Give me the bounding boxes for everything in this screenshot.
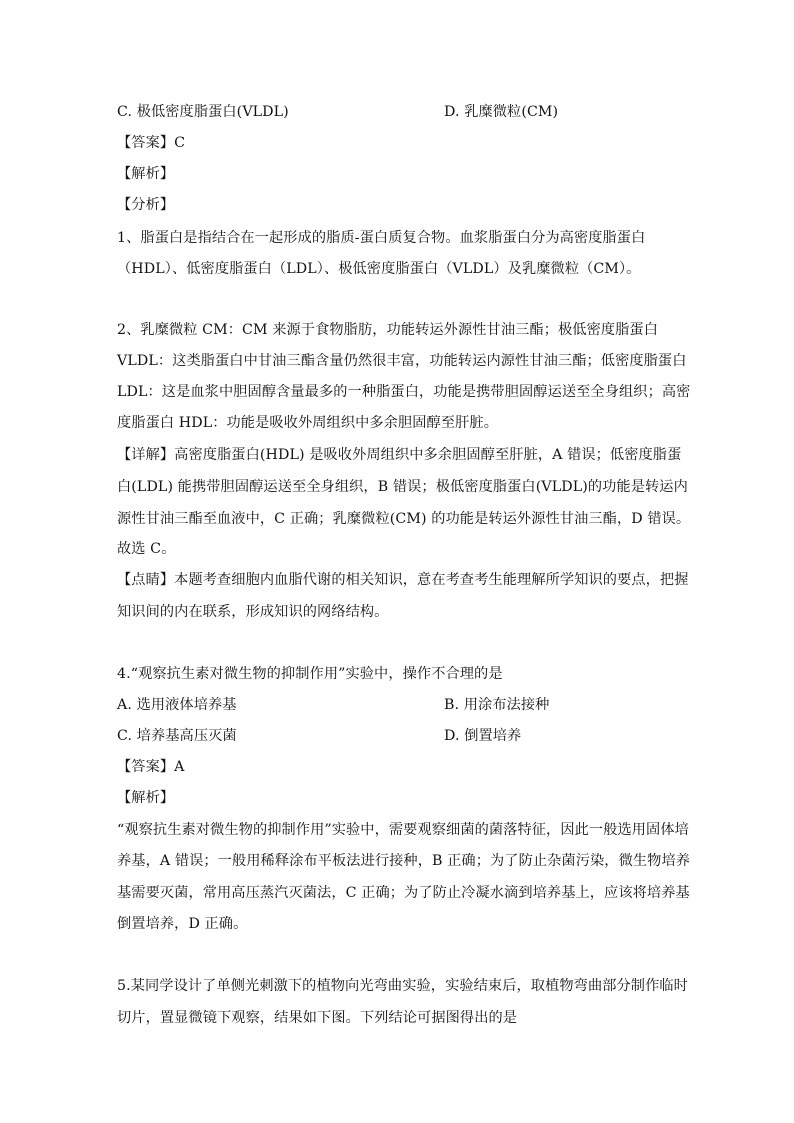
point2-line-3: LDL：这是血浆中胆固醇含量最多的一种脂蛋白，功能是携带胆固醇运送至全身组织；高密 xyxy=(117,384,691,400)
option-a: A. 选用液体培养基 xyxy=(117,697,237,713)
detail-line-4: 故选 C。 xyxy=(117,541,176,557)
question-3-options-row xyxy=(117,102,707,122)
question-4-options-row-1 xyxy=(117,695,707,715)
option-d: D. 乳糜微粒(CM) xyxy=(444,104,559,120)
analysis-line-1: “观察抗生素对微生物的抑制作用”实验中，需要观察细菌的菌落特征，因此一般选用固体培 xyxy=(117,822,689,838)
detail-line-2: 白(LDL) 能携带胆固醇运送至全身组织，B 错误；极低密度脂蛋白(VLDL)的功能是转运内 xyxy=(117,479,688,495)
detail-line-1: 【详解】高密度脂蛋白(HDL) 是吸收外周组织中多余胆固醇至肝脏，A 错误；低密度脂蛋 xyxy=(117,447,682,463)
detail-line-3: 源性甘油三酯至血液中，C 正确；乳糜微粒(CM) 的功能是转运外源性甘油三酯，D 错误。 xyxy=(117,511,691,527)
fenxi-heading: 【分析】 xyxy=(117,197,175,213)
analysis-line-2: 养基，A 错误；一般用稀释涂布平板法进行接种，B 正确；为了防止杂菌污染，微生物培养 xyxy=(117,853,691,869)
point2-line-1: 2、乳糜微粒 CM：CM 来源于食物脂肪，功能转运外源性甘油三酯；极低密度脂蛋白 xyxy=(117,322,659,338)
option-b: B. 用涂布法接种 xyxy=(444,697,550,713)
point1-line-1: 1、脂蛋白是指结合在一起形成的脂质-蛋白质复合物。血浆脂蛋白分为高密度脂蛋白 xyxy=(117,230,646,246)
comment-line-2: 知识间的内在联系，形成知识的网络结构。 xyxy=(117,604,389,620)
question-5-stem-line-1: 5.某同学设计了单侧光刺激下的植物向光弯曲实验，实验结束后，取植物弯曲部分制作临时 xyxy=(117,978,688,994)
comment-line-1: 【点睛】本题考查细胞内血脂代谢的相关知识，意在考查考生能理解所学知识的要点，把握 xyxy=(117,572,689,588)
point2-line-2: VLDL：这类脂蛋白中甘油三酯含量仍然很丰富，功能转运内源性甘油三酯；低密度脂蛋白 xyxy=(117,353,687,369)
analysis-heading: 【解析】 xyxy=(117,166,175,182)
question-4-options-row-2 xyxy=(117,726,707,746)
question-4-stem: 4.“观察抗生素对微生物的抑制作用”实验中，操作不合理的是 xyxy=(117,666,503,682)
analysis-line-3: 基需要灭菌，常用高压蒸汽灭菌法，C 正确；为了防止冷凝水滴到培养基上，应该将培养基 xyxy=(117,885,690,901)
option-c: C. 极低密度脂蛋白(VLDL) xyxy=(117,104,289,120)
option-c: C. 培养基高压灭菌 xyxy=(117,728,237,744)
question-5-stem-line-2: 切片，置显微镜下观察，结果如下图。下列结论可据图得出的是 xyxy=(117,1010,518,1026)
point2-line-4: 度脂蛋白 HDL：功能是吸收外周组织中多余胆固醇至肝脏。 xyxy=(117,415,498,431)
point1-line-2: （HDL）、低密度脂蛋白（LDL）、极低密度脂蛋白（VLDL）及乳糜微粒（CM）。 xyxy=(117,261,641,277)
answer-label: 【答案】A xyxy=(117,759,185,775)
analysis-line-4: 倒置培养，D 正确。 xyxy=(117,916,248,932)
option-d: D. 倒置培养 xyxy=(444,728,522,744)
analysis-heading: 【解析】 xyxy=(117,790,175,806)
answer-label: 【答案】C xyxy=(117,135,186,151)
